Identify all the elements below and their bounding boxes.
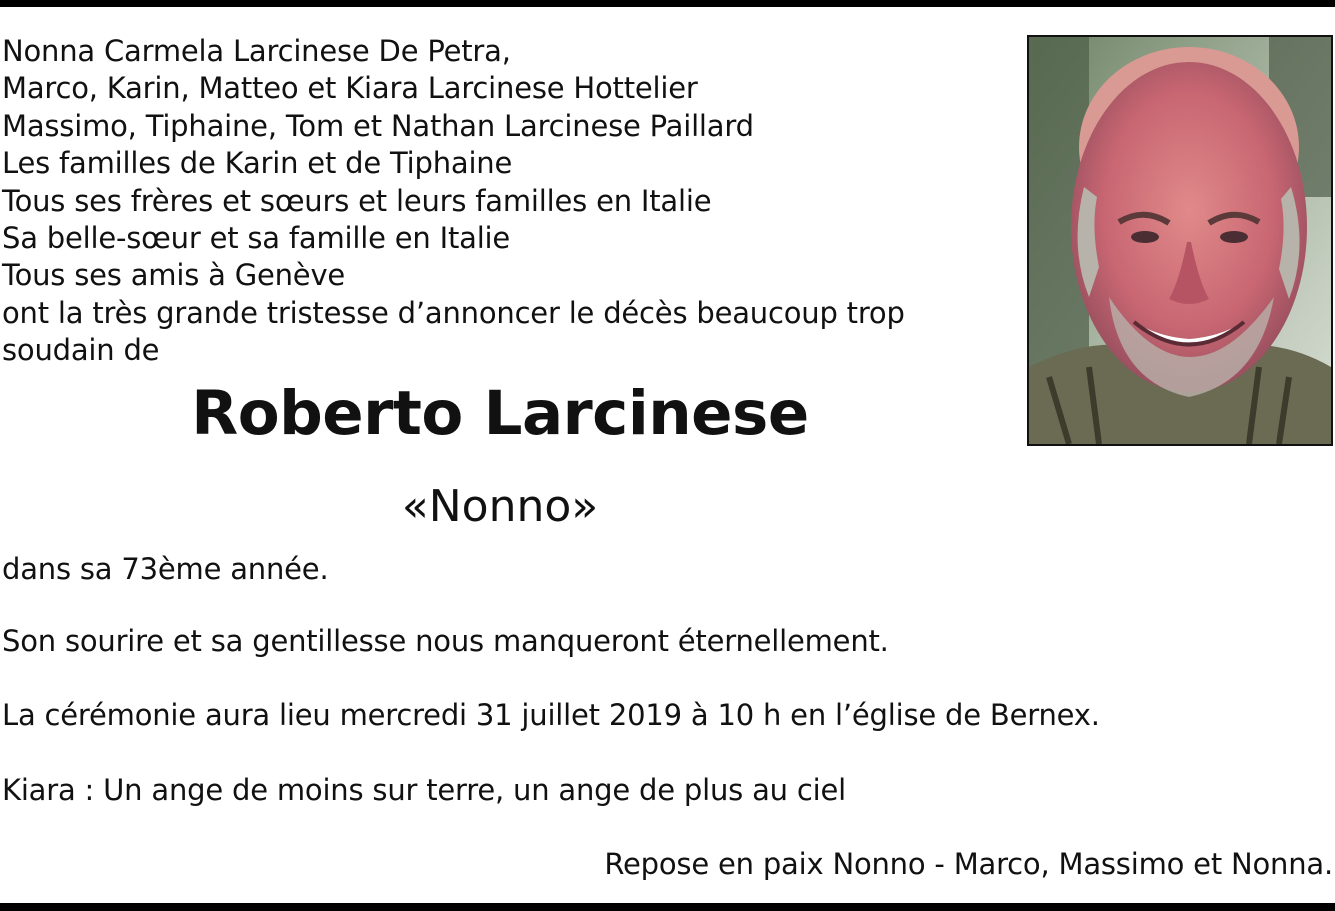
- intro-line: ont la très grande tristesse d’annoncer le décès beaucoup trop: [2, 295, 905, 330]
- intro-line: Tous ses amis à Genève: [2, 258, 346, 293]
- age-line: dans sa 73ème année.: [2, 552, 329, 586]
- top-rule: [0, 0, 1335, 7]
- closing-message: Repose en paix Nonno - Marco, Massimo et Nonna.: [604, 847, 1333, 881]
- deceased-nickname: «Nonno»: [401, 481, 599, 532]
- intro-line: Marco, Karin, Matteo et Kiara Larcinese Hottelier: [2, 71, 698, 106]
- intro-line: Nonna Carmela Larcinese De Petra,: [2, 34, 511, 68]
- intro-line: soudain de: [2, 333, 160, 368]
- kiara-message: Kiara : Un ange de moins sur terre, un ange de plus au ciel: [2, 773, 846, 807]
- intro-line: Massimo, Tiphaine, Tom et Nathan Larcinese Paillard: [2, 108, 754, 143]
- ceremony-info: La cérémonie aura lieu mercredi 31 juillet 2019 à 10 h en l’église de Bernex.: [2, 698, 1100, 732]
- tribute-line: Son sourire et sa gentillesse nous manqueront éternellement.: [2, 624, 889, 658]
- bottom-rule: [0, 903, 1335, 911]
- deceased-name: Roberto Larcinese: [191, 378, 809, 449]
- family-announcement: [2, 33, 992, 370]
- portrait-illustration: [1029, 37, 1331, 444]
- portrait-photo: [1027, 35, 1333, 446]
- intro-line: Sa belle-sœur et sa famille en Italie: [2, 221, 511, 256]
- intro-line: Tous ses frères et sœurs et leurs familles en Italie: [2, 183, 712, 218]
- intro-line: Les familles de Karin et de Tiphaine: [2, 146, 513, 181]
